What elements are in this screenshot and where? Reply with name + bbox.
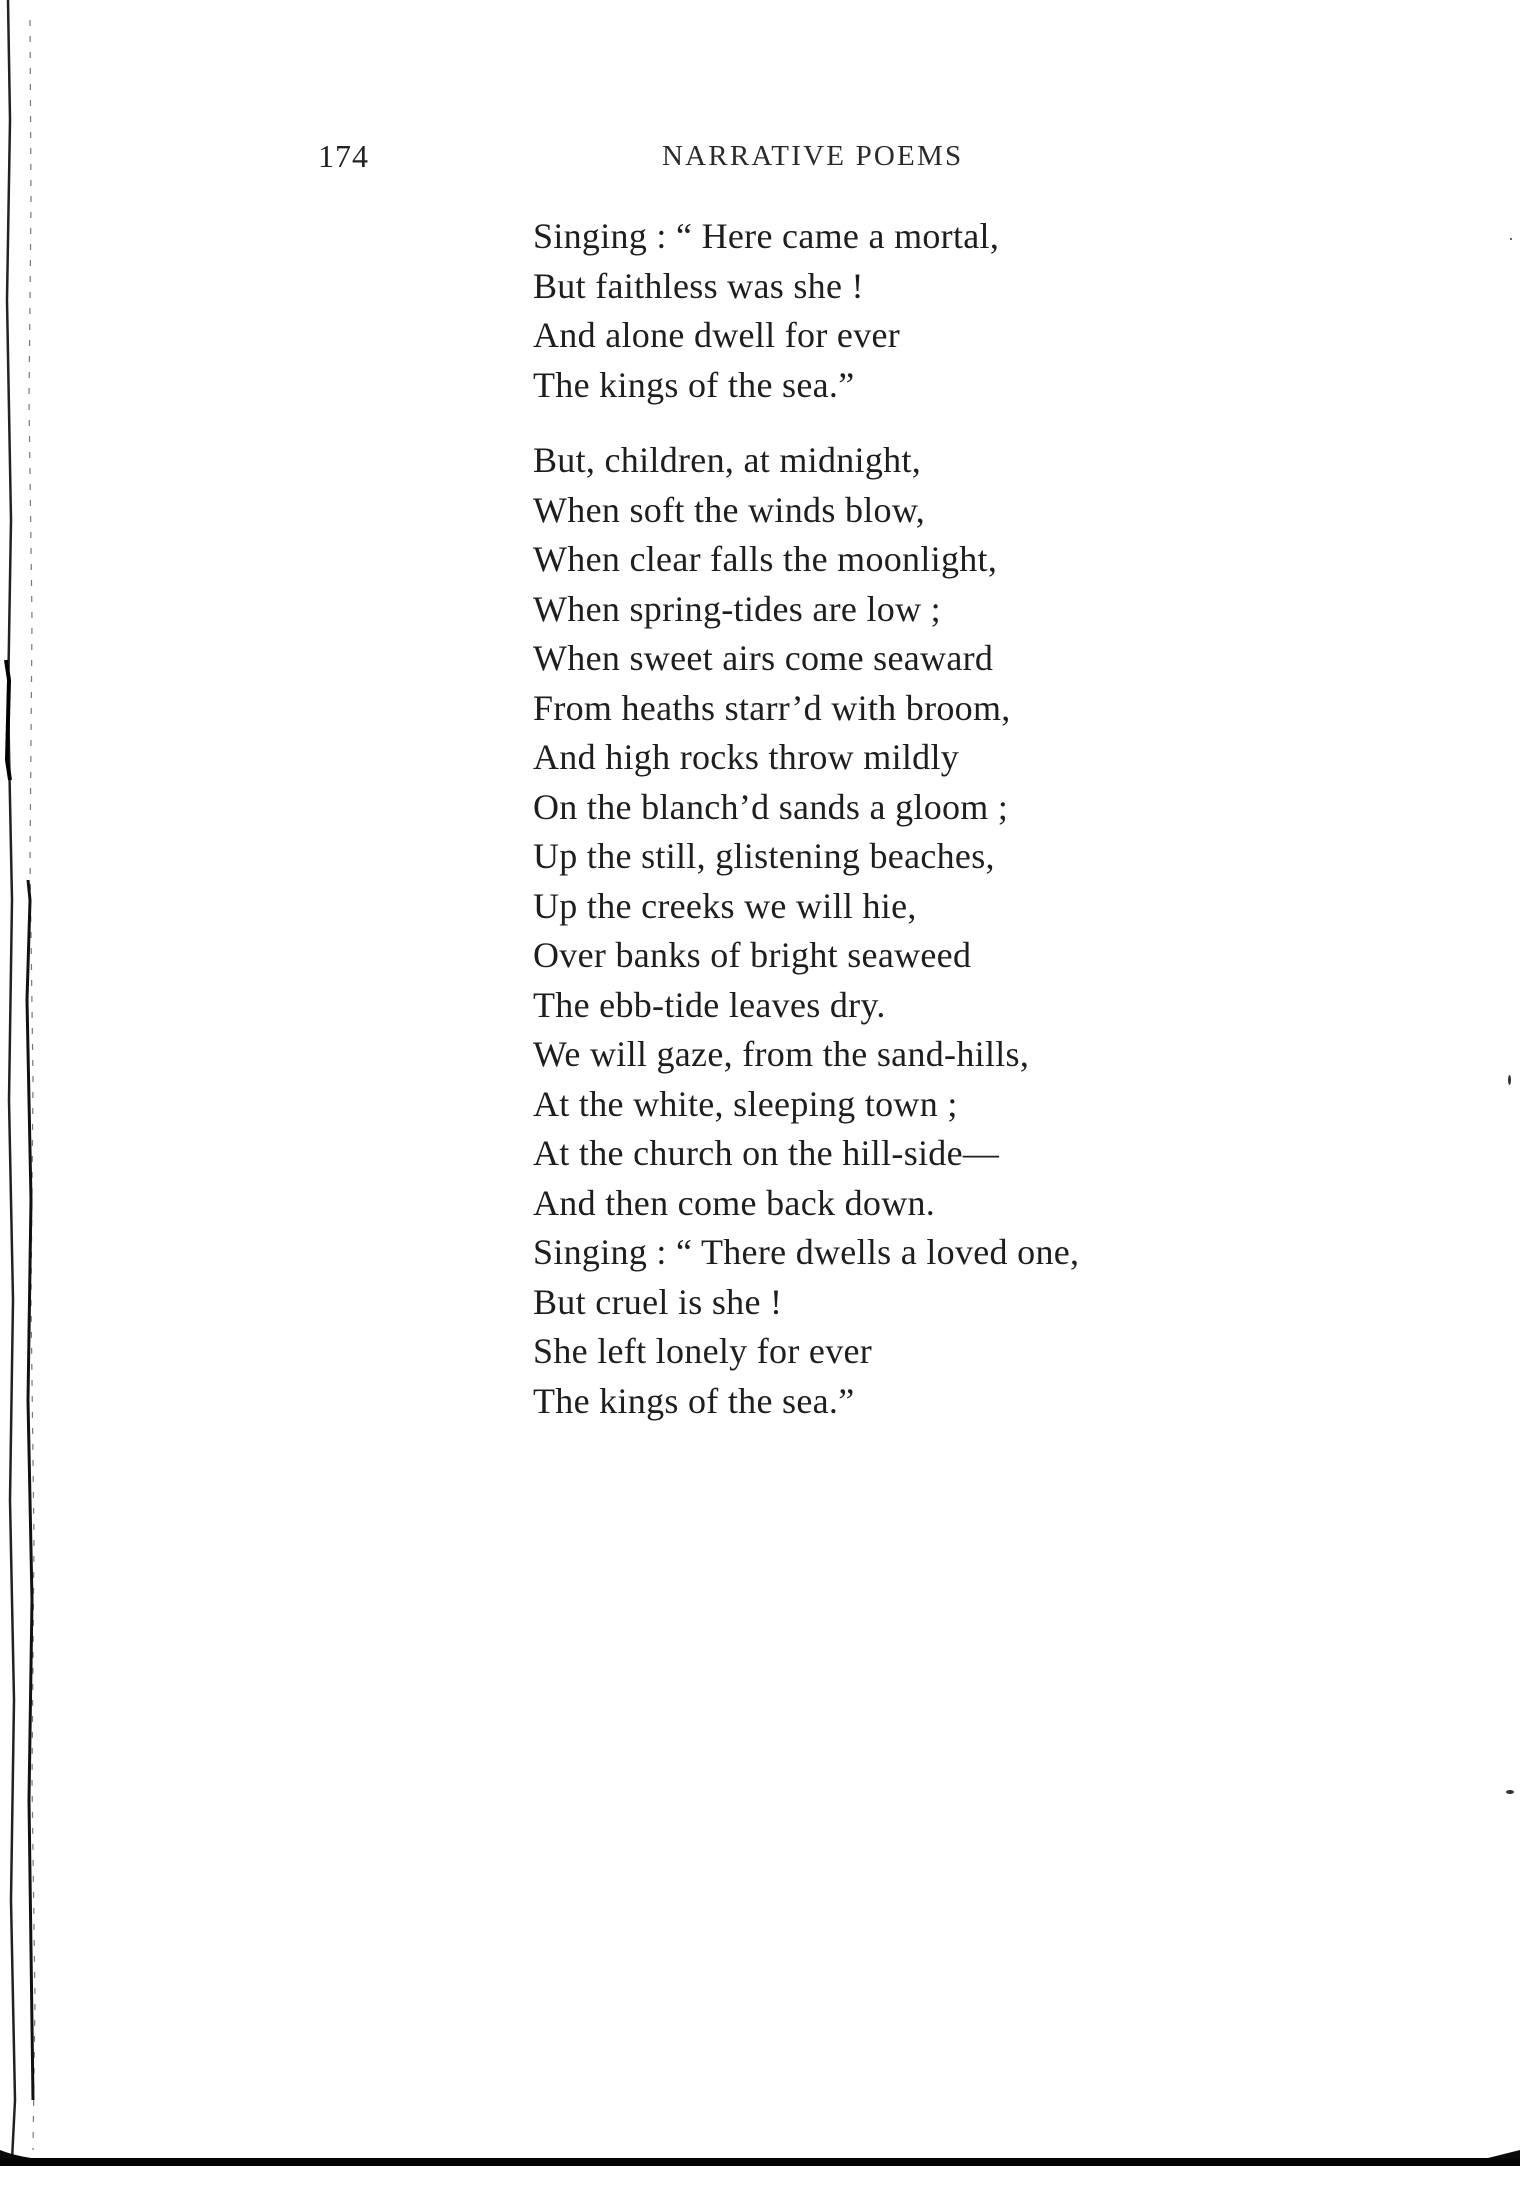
poem-line: At the white, sleeping town ;: [533, 1083, 958, 1124]
poem-line: Up the creeks we will hie,: [533, 885, 917, 926]
poem-line: But, children, at midnight,: [533, 440, 922, 480]
poem-line: We will gaze, from the sand-hills,: [533, 1034, 1030, 1074]
poem-line: When spring-tides are low ;: [533, 588, 941, 629]
poem-line: She left lonely for ever: [533, 1331, 873, 1371]
poem-stanza-1: [533, 212, 999, 410]
poem-line: When soft the winds blow,: [533, 489, 926, 530]
poem-line: And then come back down.: [533, 1182, 936, 1223]
poem-line: When clear falls the moonlight,: [533, 539, 998, 579]
running-head: NARRATIVE POEMS: [662, 140, 964, 172]
poem-line: And alone dwell for ever: [533, 315, 901, 355]
scan-speck: [1506, 1790, 1514, 1794]
poem-line: And high rocks throw mildly: [533, 737, 960, 777]
poem-line: Over banks of bright seaweed: [533, 935, 972, 975]
poem-line: The kings of the sea.”: [533, 1380, 855, 1421]
poem-line: Singing : “ Here came a mortal,: [533, 216, 1000, 256]
bottom-scan-edge: [0, 2146, 1520, 2166]
page-number: 174: [318, 138, 369, 174]
poem-line: The kings of the sea.”: [533, 364, 855, 405]
poem-line: Singing : “ There dwells a loved one,: [533, 1232, 1080, 1272]
scan-speck: [1510, 238, 1512, 240]
poem-line: Up the still, glistening beaches,: [533, 836, 995, 876]
poem-line: From heaths starr’d with broom,: [533, 687, 1011, 728]
scan-speck: [1508, 1075, 1511, 1085]
poem-stanza-2: [533, 436, 1079, 1426]
poem-line: But faithless was she !: [533, 265, 864, 306]
poem-line: On the blanch’d sands a gloom ;: [533, 786, 1009, 827]
poem-line: But cruel is she !: [533, 1281, 783, 1322]
poem-line: When sweet airs come seaward: [533, 638, 994, 678]
poem-line: At the church on the hill-side—: [533, 1133, 1000, 1173]
poem-line: The ebb-tide leaves dry.: [533, 984, 886, 1025]
binding-edge-shadow: [0, 0, 60, 2212]
